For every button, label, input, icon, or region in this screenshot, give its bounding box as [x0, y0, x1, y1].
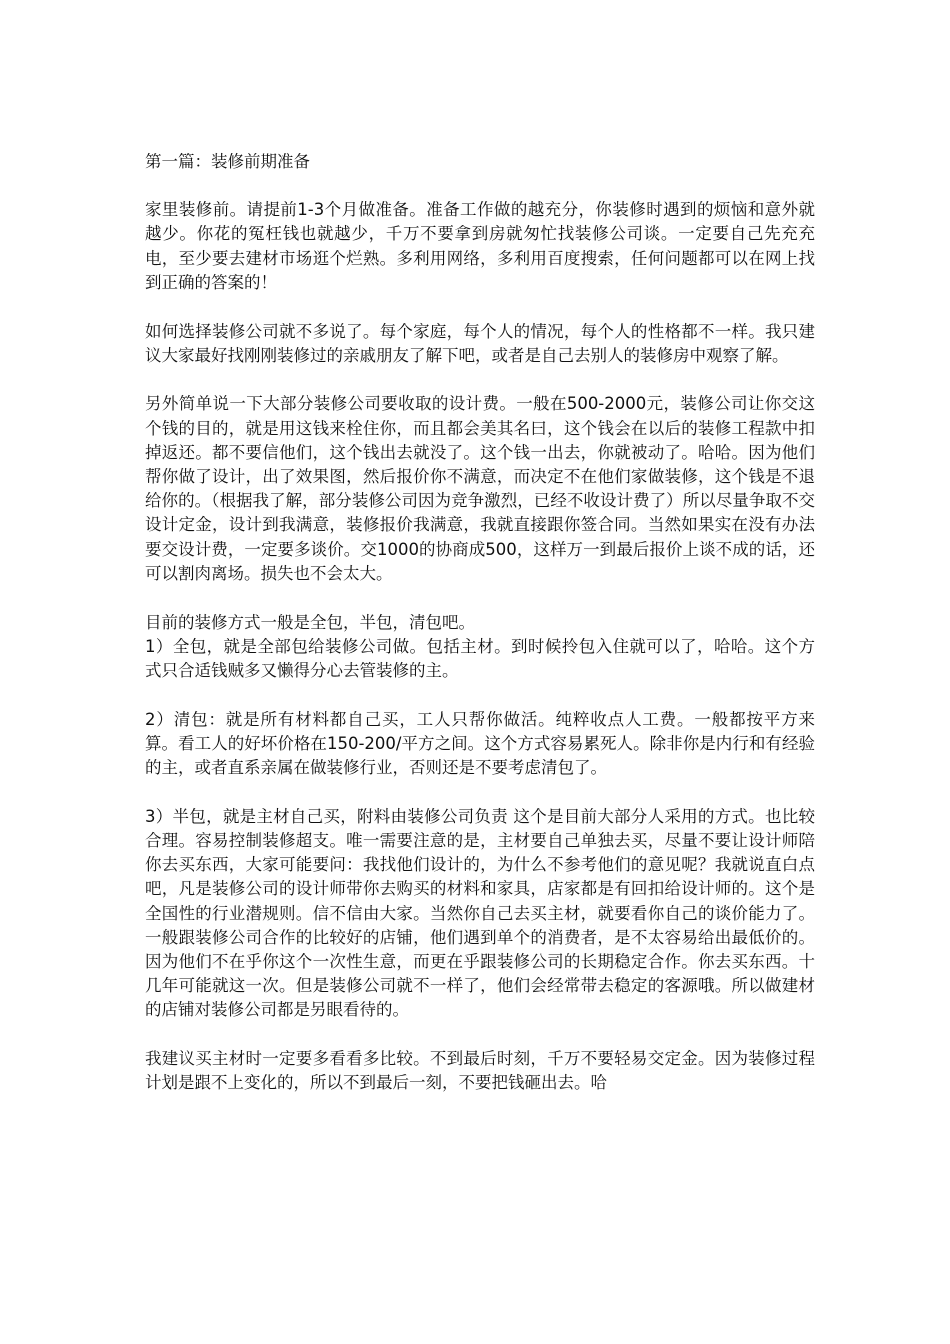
paragraph-labor-only: 2）清包：就是所有材料都自己买，工人只帮你做活。纯粹收点人工费。一般都按平方来算。看工人的好坏价格在150-200/平方之间。这个方式容易累死人。除非你是内行和有经验的主，或者直系亲属在做装修行业，否则还是不要考虑清包了。	[145, 709, 815, 778]
paragraph-design-fee: 另外简单说一下大部分装修公司要收取的设计费。一般在500-2000元，装修公司让你交这个钱的目的，就是用这钱来栓住你，而且都会美其名曰，这个钱会在以后的装修工程款中扣掉返还。都不要信他们，这个钱出去就没了。这个钱一出去，你就被动了。哈哈。因为他们帮你做了设计，出了效果图，然后报价你不满意，而决定不在他们家做装修，这个钱是不退给你的。（根据我了解，部分装修公司因为竞争激烈，已经不收设计费了）所以尽量争取不交设计定金，设计到我满意，装修报价我满意，我就直接跟你签合同。当然如果实在没有办法要交设计费，一定要多谈价。交1000的协商成500，这样万一到最后报价上谈不成的话，还可以割肉离场。损失也不会太大。	[145, 394, 815, 583]
paragraph-choose-company: 如何选择装修公司就不多说了。每个家庭，每个人的情况，每个人的性格都不一样。我只建议大家最好找刚刚装修过的亲戚朋友了解下吧，或者是自己去别人的装修房中观察了解。	[145, 321, 815, 365]
paragraph-main-materials-advice: 我建议买主材时一定要多看看多比较。不到最后时刻，千万不要轻易交定金。因为装修过程计划是跟不上变化的，所以不到最后一刻，不要把钱砸出去。哈	[145, 1049, 815, 1093]
paragraph-full-package: 1）全包，就是全部包给装修公司做。包括主材。到时候拎包入住就可以了，哈哈。这个方式只合适钱贼多又懒得分心去管装修的主。	[145, 636, 815, 680]
document-title: 第一篇：装修前期准备	[145, 152, 310, 171]
paragraph-preparation: 家里装修前。请提前1-3个月做准备。准备工作做的越充分，你装修时遇到的烦恼和意外就越少。你花的冤枉钱也就越少，千万不要拿到房就匆忙找装修公司谈。一定要自己先充充电，至少要去建材市场逛个烂熟。多利用网络，多利用百度搜索，任何问题都可以在网上找到正确的答案的！	[145, 200, 815, 292]
document-page	[145, 150, 815, 1120]
paragraph-methods-intro: 目前的装修方式一般是全包，半包，清包吧。	[145, 612, 475, 632]
paragraph-half-package: 3）半包，就是主材自己买，附料由装修公司负责 这个是目前大部分人采用的方式。也比较合理。容易控制装修超支。唯一需要注意的是，主材要自己单独去买，尽量不要让设计师陪你去买东西，大家可能要问：我找他们设计的，为什么不参考他们的意见呢？我就说直白点吧，凡是装修公司的设计师带你去购买的材料和家具，店家都是有回扣给设计师的。这个是全国性的行业潜规则。信不信由大家。当然你自己去买主材，就要看你自己的谈价能力了。一般跟装修公司合作的比较好的店铺，他们遇到单个的消费者，是不太容易给出最低价的。因为他们不在乎你这个一次性生意，而更在乎跟装修公司的长期稳定合作。你去买东西。十几年可能就这一次。但是装修公司就不一样了，他们会经常带去稳定的客源哦。所以做建材的店铺对装修公司都是另眼看待的。	[145, 806, 815, 1020]
